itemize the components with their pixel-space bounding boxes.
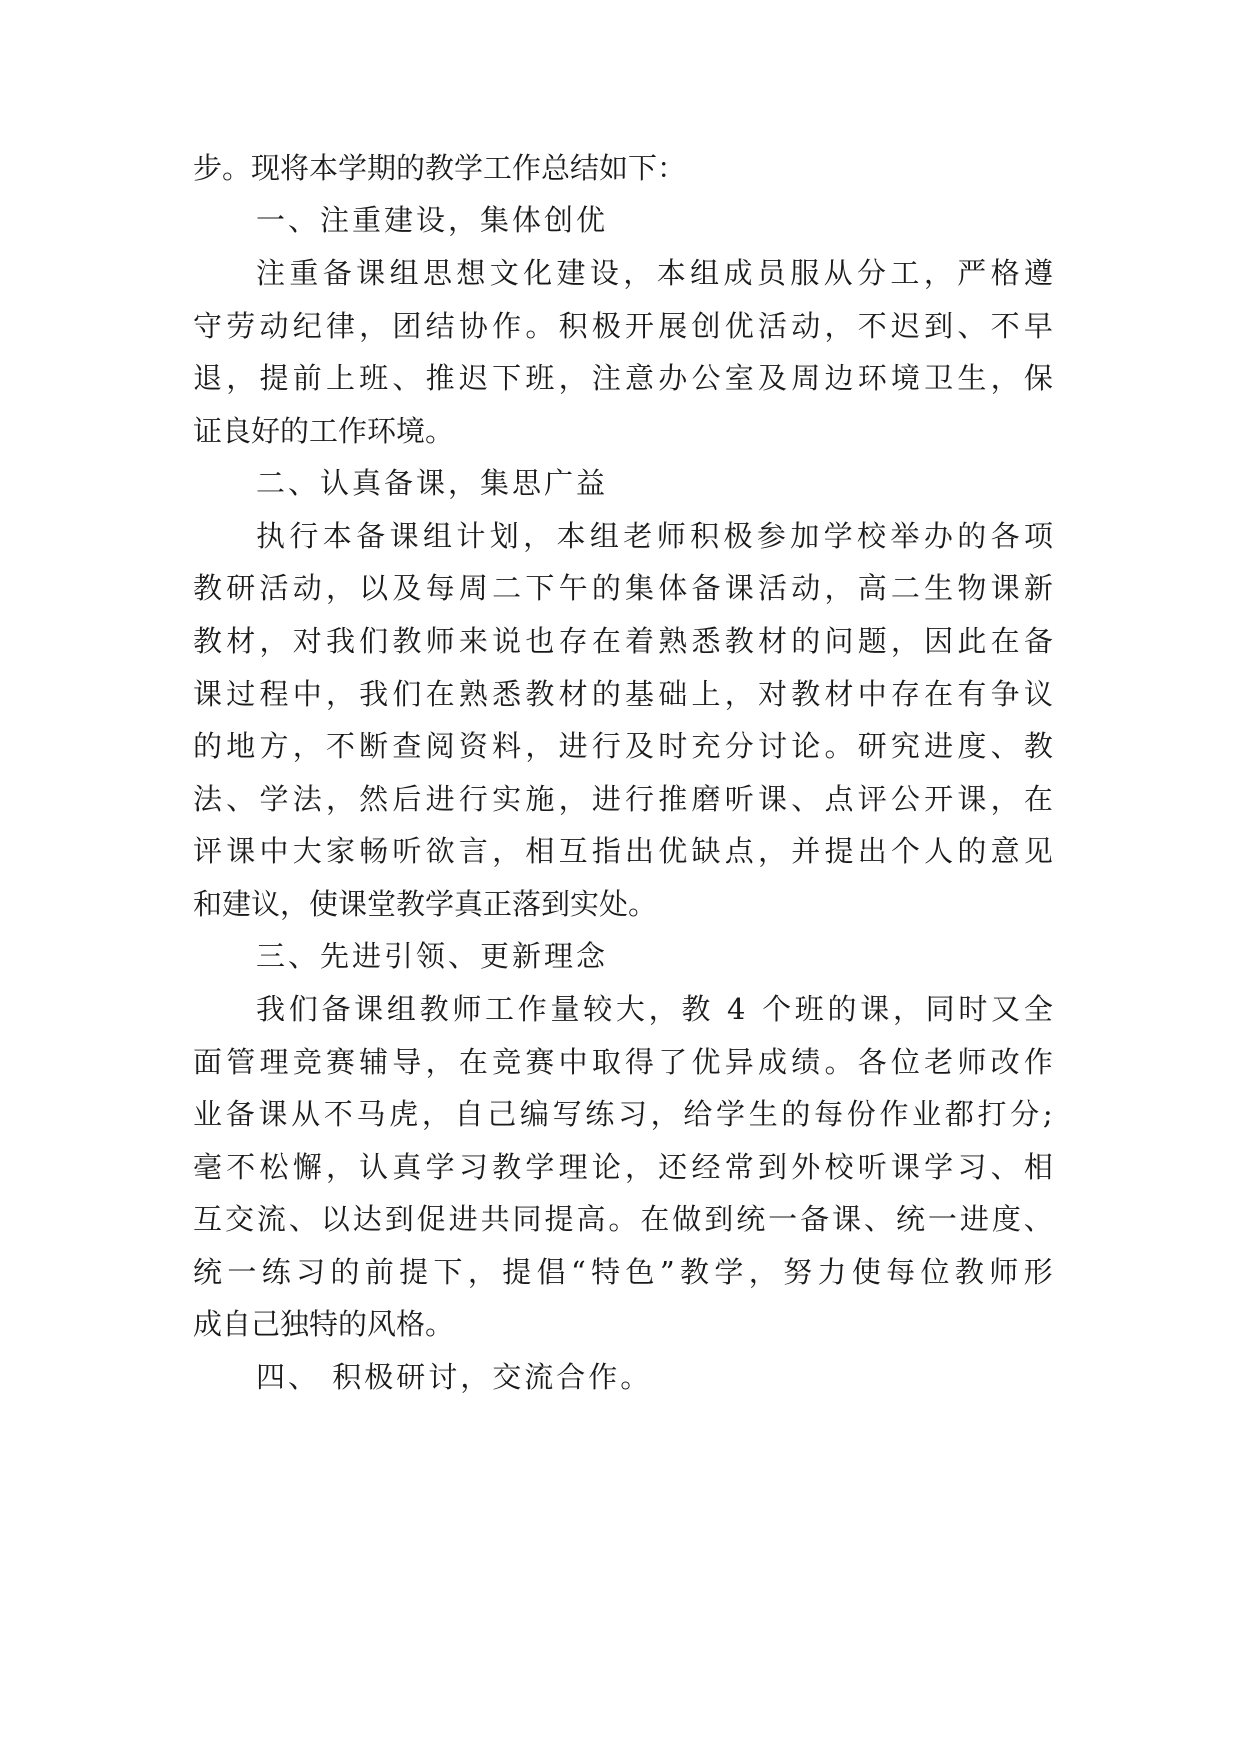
body-line: 课 过 程 中 ， 我 们 在 熟 悉 教 材 的 基 础 上 ， 对 教 材 中 存 在 有 争 议 [193,677,1053,711]
body-line: 注 重 备 课 组 思 想 文 化 建 设 ， 本 组 成 员 服 从 分 工 ， 严 格 遵 [256,256,1053,290]
body-line: 教 材 ， 对 我 们 教 师 来 说 也 存 在 着 熟 悉 教 材 的 问 题 ， 因 此 在 备 [193,624,1053,658]
body-line: 教 研 活 动 ， 以 及 每 周 二 下 午 的 集 体 备 课 活 动 ， 高 二 生 物 课 新 [193,571,1053,605]
body-line: 毫 不 松 懈 ， 认 真 学 习 教 学 理 论 ， 还 经 常 到 外 校 听 课 学 习 、 相 [193,1150,1053,1184]
body-line: 统 一 练 习 的 前 提 下 ， 提 倡 “ 特 色 ” 教 学 ， 努 力 使 每 位 教 师 形 [193,1255,1053,1289]
section-heading-3: 三、先进引领、更新理念 [256,939,609,973]
body-line: 业 备 课 从 不 马 虎 ， 自 己 编 写 练 习 ， 给 学 生 的 每 份 作 业 都 打 分 ; [193,1097,1053,1131]
body-line: 退 ， 提 前 上 班 、 推 迟 下 班 ， 注 意 办 公 室 及 周 边 环 境 卫 生 ， 保 [193,361,1053,395]
body-line: 评 课 中 大 家 畅 听 欲 言 ， 相 互 指 出 优 缺 点 ， 并 提 出 个 人 的 意 见 [193,834,1053,868]
body-line: 法 、 学 法 ， 然 后 进 行 实 施 ， 进 行 推 磨 听 课 、 点 评 公 开 课 ， 在 [193,782,1053,816]
body-line: 步。现将本学期的教学工作总结如下： [193,151,687,185]
section-heading-4: 四、 积极研讨，交流合作。 [256,1360,653,1394]
body-line: 守 劳 动 纪 律 ， 团 结 协 作 。 积 极 开 展 创 优 活 动 ， 不 迟 到 、 不 早 [193,309,1053,343]
section-heading-1: 一、注重建设，集体创优 [256,203,609,237]
body-line: 执 行 本 备 课 组 计 划 ， 本 组 老 师 积 极 参 加 学 校 举 办 的 各 项 [256,519,1053,553]
body-line: 面 管 理 竞 赛 辅 导 ， 在 竞 赛 中 取 得 了 优 异 成 绩 。 各 位 老 师 改 作 [193,1045,1053,1079]
body-line: 成自己独特的风格。 [193,1307,455,1341]
body-line: 我 们 备 课 组 教 师 工 作 量 较 大 ， 教 4 个 班 的 课 ， 同 时 又 全 [256,992,1053,1026]
body-line: 和建议，使课堂教学真正落到实处。 [193,887,658,921]
body-line: 的 地 方 ， 不 断 查 阅 资 料 ， 进 行 及 时 充 分 讨 论 。 研 究 进 度 、 教 [193,729,1053,763]
body-line: 互 交 流 、 以 达 到 促 进 共 同 提 高 。 在 做 到 统 一 备 课 、 统 一 进 度 、 [193,1202,1053,1236]
body-line: 证良好的工作环境。 [193,414,455,448]
section-heading-2: 二、认真备课，集思广益 [256,466,609,500]
